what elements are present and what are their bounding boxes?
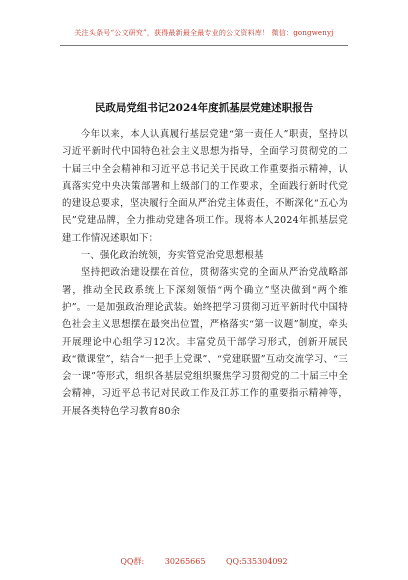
section-heading: 一、强化政治统领，夯实管党治党思想根基 xyxy=(80,250,264,262)
header-divider xyxy=(60,45,348,46)
paragraph-intro: 今年以来，本人认真履行基层党建“第一责任人”职责，坚持以习近平新时代中国特色社会主义思想为指导，全面学习贯彻党的二十届三中全会精神和习近平总书记关于民政工作重要指示精神，认真落实党中央决策部署和上级部门的工作要求，全面践行新时代党的建设总要求，坚决履行全面从严治党主体责任，不断深化“五心为民”党建品牌，全力推动党建各项工作。现将本人2024年抓基层党建工作情况述职如下： xyxy=(62,129,348,244)
header-promo-note: 关注头条号“公文研究”，获得最新最全最专业的公文资料库！ 微信：gongwenyj xyxy=(74,29,334,37)
paragraph-section-one: 坚持把政治建设摆在首位，贯彻落实党的全面从严治党战略部署，推动全民政系统上下深刻领悟“两个确立”坚决做到“两个维护”。一是加强政治理论武装。始终把学习贯彻习近平新时代中国特色社会主义思想摆在最突出位置，严格落实“第一议题”制度，牵头开展理论中心组学习12次。丰富党员干部学习形式，创新开展民政“微课堂”，结合“一把手上党课”、“党建联盟”互动交流学习、“三会一课”等形式，组织各基层党组织聚焦学习贯彻党的二十届三中全会精神，习近平总书记对民政工作及江苏工作的重要指示精神等，开展各类特色学习教育80余 xyxy=(62,267,348,417)
document-body xyxy=(62,126,348,420)
document-title: 民政局党组书记2024年度抓基层党建述职报告 xyxy=(94,102,314,114)
footer-contact-note: QQ群: 30265665 QQ:535304092 xyxy=(120,557,288,566)
